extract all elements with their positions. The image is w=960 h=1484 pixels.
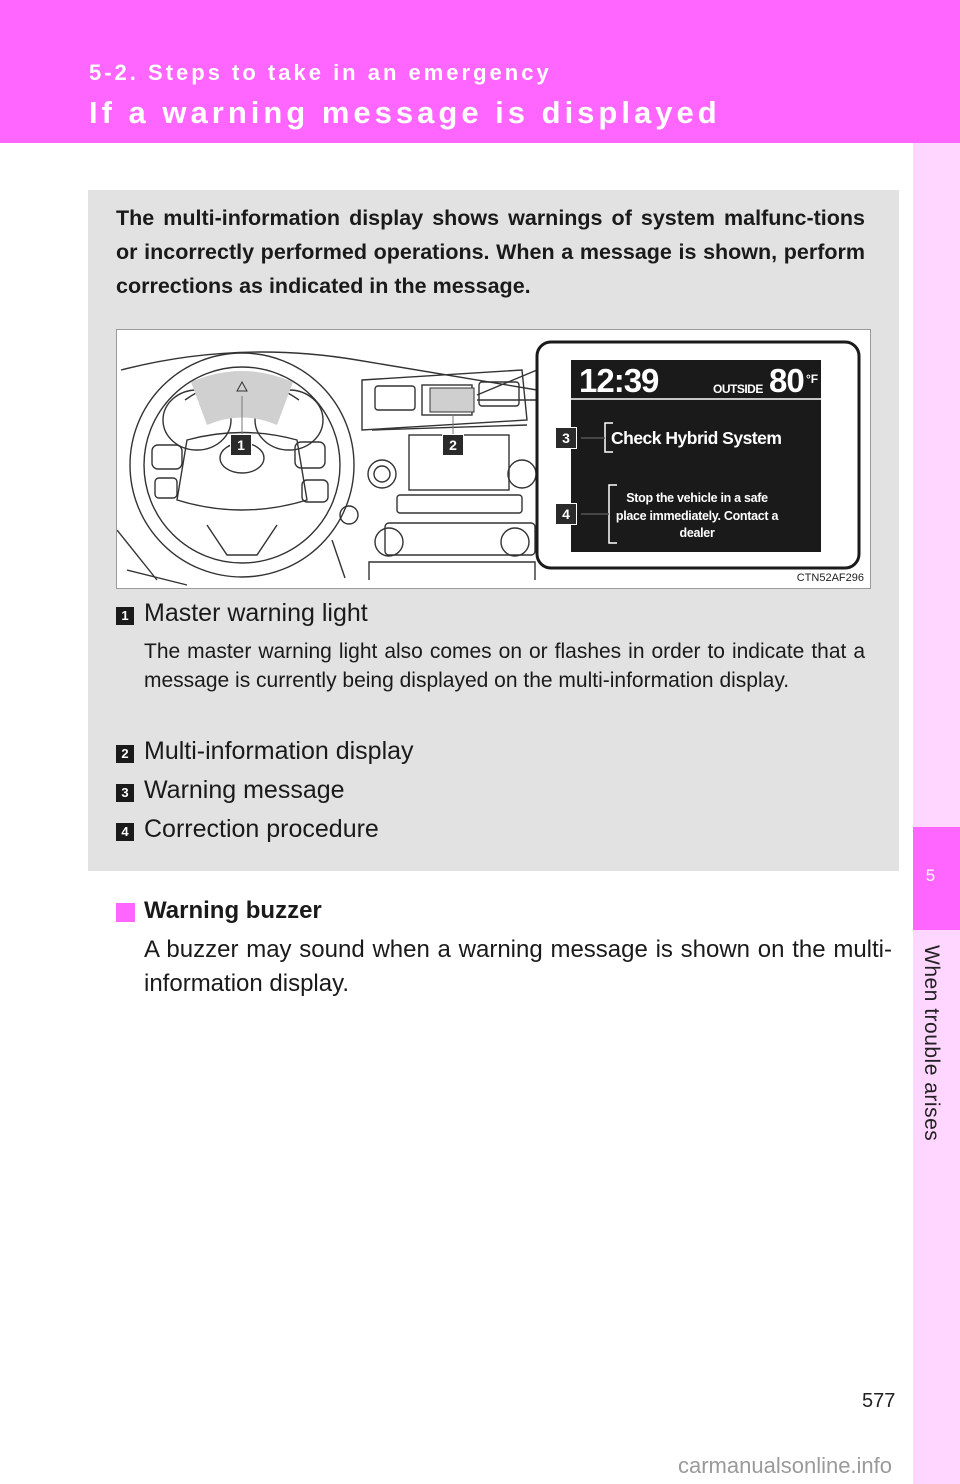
legend-label-master-warning-light: Master warning light [144, 599, 368, 627]
display-temperature: 80 [769, 362, 804, 399]
intro-text: The multi-information display shows warnings of system malfunc-tions or incorrectly performed operations. When a message is shown, perform corrections as indicated in the message. [116, 206, 865, 298]
legend-label-multi-information-display: Multi-information display [144, 737, 414, 765]
section-label: 5-2. Steps to take in an emergency [89, 60, 552, 85]
chapter-sidebar [913, 143, 960, 1484]
legend-label-warning-message: Warning message [144, 776, 345, 804]
dashboard-figure [116, 329, 871, 589]
display-temperature-unit: °F [806, 372, 819, 386]
legend-label-correction-procedure: Correction procedure [144, 815, 379, 843]
callout-2: 2 [442, 434, 464, 456]
page-title: If a warning message is displayed [89, 95, 721, 130]
chapter-title: When trouble arises [920, 945, 943, 1142]
callout-4: 4 [555, 503, 577, 525]
warning-buzzer-text: A buzzer may sound when a warning message is shown on the multi-information display. [144, 936, 892, 997]
figure-code: CTN52AF296 [796, 572, 864, 584]
watermark: carmanualsonline.info [678, 1453, 893, 1478]
warning-buzzer-heading: Warning buzzer [144, 897, 322, 924]
display-correction-procedure: Stop the vehicle in a safe place immediately. Contact a dealer [615, 491, 779, 540]
display-outside-label: OUTSIDE [713, 382, 763, 396]
legend-badge-4: 4 [116, 823, 134, 841]
callout-3: 3 [555, 427, 577, 449]
callout-1: 1 [230, 434, 252, 456]
legend-badge-3: 3 [116, 784, 134, 802]
legend-badge-1: 1 [116, 607, 134, 625]
header-bar [0, 0, 960, 143]
chapter-number: 5 [925, 866, 936, 885]
dashboard-illustration [117, 330, 871, 589]
legend-badge-2: 2 [116, 745, 134, 763]
legend-description-master-warning-light: The master warning light also comes on or flashes in order to indicate that a message is currently being displayed on the multi-information display. [144, 640, 865, 692]
display-warning-message: Check Hybrid System [611, 428, 782, 448]
display-clock: 12:39 [579, 362, 659, 399]
bullet-square-icon [116, 903, 135, 922]
page-number: 577 [862, 1390, 896, 1412]
